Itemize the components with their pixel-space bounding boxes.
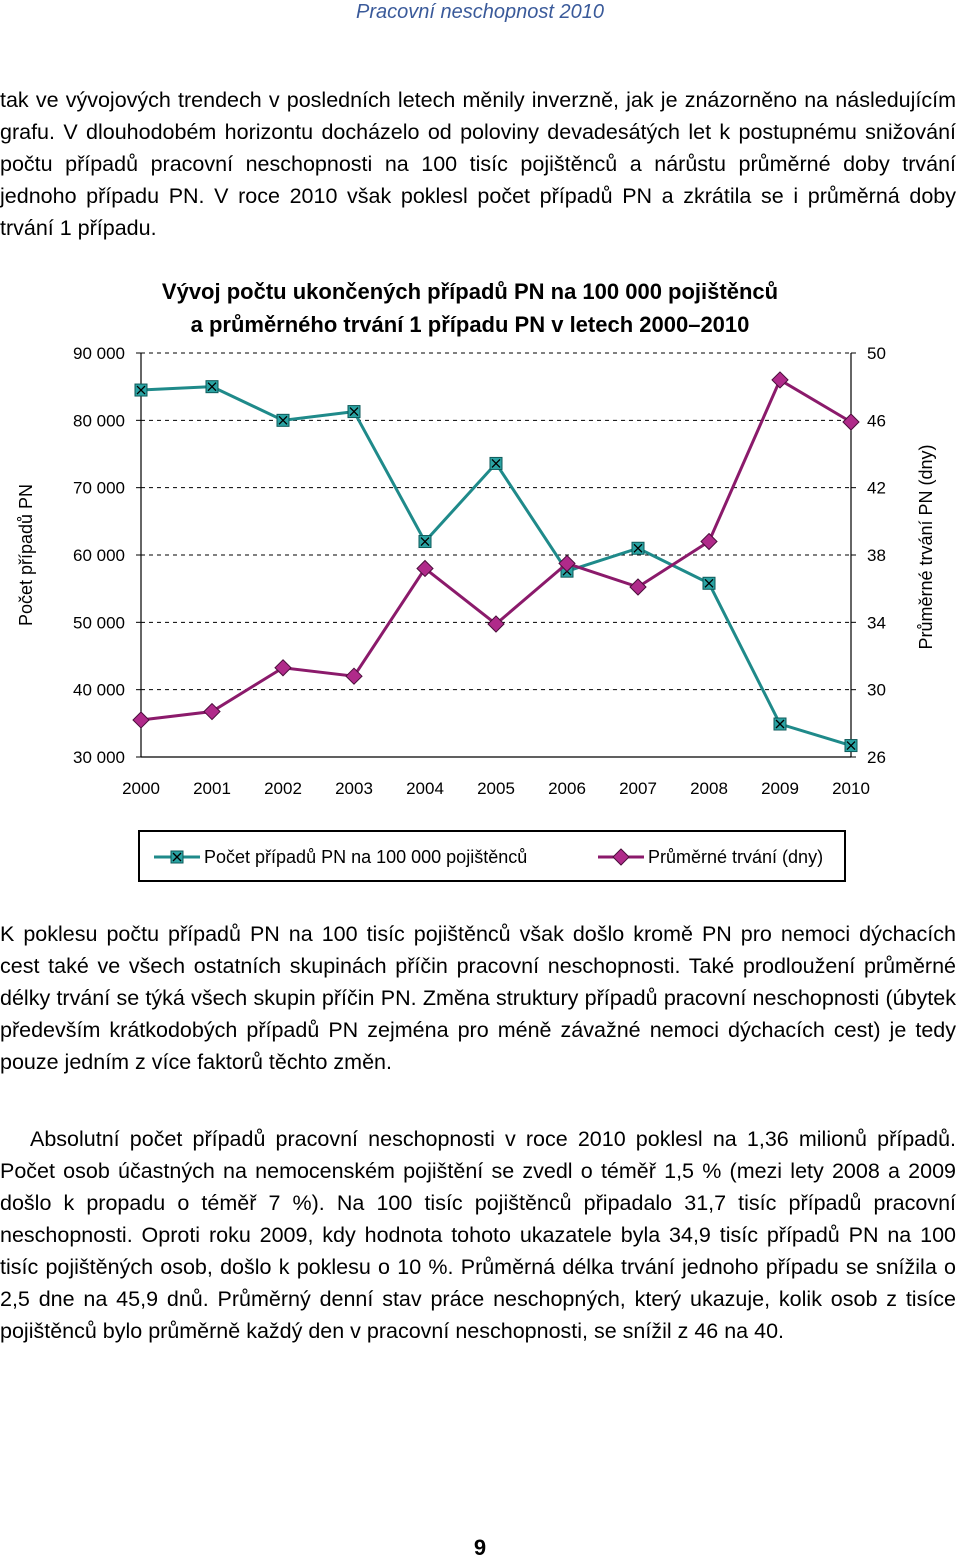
y-axis-label-left: Počet případů PN [16, 483, 36, 627]
line-chart [0, 330, 960, 810]
y-tick-label-left: 50 000 [73, 613, 125, 633]
data-point-cases [703, 577, 715, 589]
legend-item-duration [598, 845, 823, 869]
data-point-duration [843, 414, 859, 430]
series-line-duration [141, 380, 851, 720]
legend-marker-diamond-icon [598, 847, 644, 867]
legend-label-cases: Počet případů PN na 100 000 pojištěnců [204, 846, 528, 867]
data-point-cases [135, 384, 147, 396]
chart-series [133, 372, 859, 752]
x-tick-label: 2009 [761, 779, 799, 798]
y-tick-label-left: 60 000 [73, 546, 125, 565]
x-tick-label: 2010 [832, 779, 870, 798]
x-tick-label: 2005 [477, 779, 515, 798]
data-point-duration [133, 712, 149, 728]
x-tick-label: 2003 [335, 779, 373, 798]
x-tick-label: 2007 [619, 779, 657, 798]
x-tick-label: 2001 [193, 779, 231, 798]
chart-title-line2: a průměrného trvání 1 případu PN v letech 2000–2010 [190, 312, 750, 337]
data-point-cases [632, 542, 644, 554]
x-tick-label: 2004 [406, 779, 444, 798]
legend-marker-x-square-icon [154, 847, 200, 867]
y-tick-label-left: 90 000 [73, 344, 125, 363]
data-point-cases [277, 414, 289, 426]
page-number: 9 [473, 1535, 487, 1560]
paragraph-absolute: Absolutní počet případů pracovní neschopnosti v roce 2010 poklesl na 1,36 milionů případů. Počet osob účastných na nemocenském pojištění se zvedl o téměř 1,5 % (mezi lety 2008 a 2009 došlo k propadu o téměř 7 %). Na 100 tisíc pojištěnců připadalo 31,7 tisíc případů pracovní neschopnosti. Oproti roku 2009, kdy hodnota tohoto ukazatele byla 34,9 tisíc případů PN na 100 tisíc pojištěných osob, došlo k poklesu o 10 %. Průměrná délka trvání jednoho případu se snížila o 2,5 dne na 45,9 dnů. Průměrný denní stav práce neschopných, který ukazuje, kolik osob z tisíce pojištěnců bylo průměrně každý den v pracovní neschopnosti, se snížil z 46 na 40. [0, 1127, 956, 1343]
paragraph-intro: tak ve vývojových trendech v posledních letech měnily inverzně, jak je znázorněno na následujícím grafu. V dlouhodobém horizontu docházelo od poloviny devadesátých let k postupnému snižování počtu případů pracovní neschopnosti na 100 tisíc pojištěnců a nárůstu průměrné doby trvání jednoho případu PN. V roce 2010 však poklesl počet případů PN a zkrátila se i průměrná doby trvání 1 případu. [0, 88, 956, 240]
x-tick-label: 2000 [122, 779, 160, 798]
x-tick-label: 2008 [690, 779, 728, 798]
running-header: Pracovní neschopnost 2010 [356, 1, 604, 23]
x-tick-label: 2002 [264, 779, 302, 798]
chart-title-line1: Vývoj počtu ukončených případů PN na 100 000 pojištěnců [161, 279, 779, 304]
data-point-duration [204, 704, 220, 720]
data-point-cases [845, 740, 857, 752]
data-point-cases [419, 536, 431, 548]
y-tick-label-left: 70 000 [73, 478, 125, 498]
data-point-cases [490, 457, 502, 469]
y-tick-label-right: 42 [867, 478, 886, 498]
data-point-duration [701, 534, 717, 550]
y-tick-label-right: 46 [867, 411, 886, 431]
data-point-duration [346, 668, 362, 684]
data-point-duration [275, 660, 291, 676]
legend-label-duration: Průměrné trvání (dny) [648, 846, 824, 867]
y-tick-label-right: 34 [867, 613, 886, 633]
chart-legend [138, 830, 846, 882]
chart-tick-labels [73, 344, 886, 798]
series-line-cases [141, 387, 851, 746]
y-tick-label-left: 30 000 [73, 748, 125, 767]
y-axis-label-right: Průměrné trvání PN (dny) [916, 444, 936, 650]
y-tick-label-right: 38 [867, 546, 886, 565]
y-tick-label-left: 80 000 [73, 411, 125, 431]
y-tick-label-left: 40 000 [73, 680, 125, 700]
y-tick-label-right: 30 [867, 680, 886, 700]
paragraph-decline: K poklesu počtu případů PN na 100 tisíc pojištěnců však došlo kromě PN pro nemoci dýchacích cest také ve všech ostatních skupinách příčin pracovní neschopnosti. Také prodloužení průměrné délky trvání se týká všech skupin příčin PN. Změna struktury případů pracovní neschopnosti (úbytek především krátkodobých případů PN zejména pro méně závažné nemoci dýchacích cest) je tedy pouze jedním z více faktorů těchto změn. [0, 922, 956, 1074]
legend-item-cases [154, 845, 527, 869]
data-point-duration [630, 579, 646, 595]
data-point-cases [348, 406, 360, 418]
data-point-cases [206, 381, 218, 393]
data-point-duration [772, 372, 788, 388]
y-tick-label-right: 26 [867, 748, 886, 767]
x-tick-label: 2006 [548, 779, 586, 798]
data-point-cases [774, 718, 786, 730]
y-tick-label-right: 50 [867, 344, 886, 363]
